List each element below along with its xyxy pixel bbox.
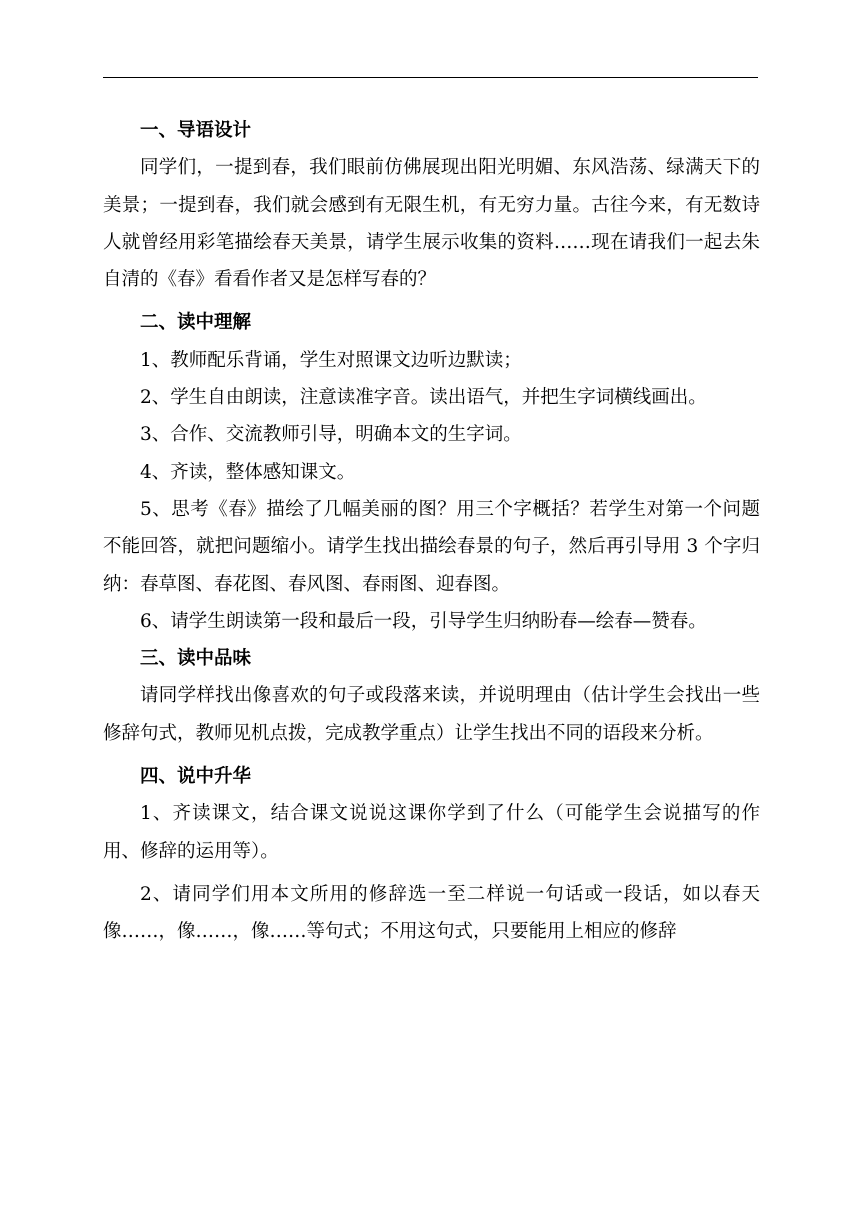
paragraph: 5、思考《春》描绘了几幅美丽的图？用三个字概括？若学生对第一个问题不能回答，就把问题缩小。请学生找出描绘春景的句子，然后再引导用 3 个字归纳：春草图、春花图、春风图、春雨图、迎春图。 — [103, 498, 760, 595]
paragraph: 请同学样找出像喜欢的句子或段落来读，并说明理由（估计学生会找出一些修辞句式，教师见机点拨，完成教学重点）让学生找出不同的语段来分析。 — [103, 685, 760, 744]
paragraph: 同学们，一提到春，我们眼前仿佛展现出阳光明媚、东风浩荡、绿满天下的美景；一提到春，我们就会感到有无限生机，有无穷力量。古往今来，有无数诗人就曾经用彩笔描绘春天美景，请学生展示收集的资料……现在请我们一起去朱自清的《春》看看作者又是怎样写春的？ — [103, 157, 760, 291]
paragraph: 1、齐读课文，结合课文说说这课你学到了什么（可能学生会说描写的作用、修辞的运用等）。 — [103, 803, 760, 862]
paragraph: 6、请学生朗读第一段和最后一段，引导学生归纳盼春—绘春—赞春。 — [140, 610, 707, 632]
section-heading: 四、说中升华 — [140, 766, 252, 788]
section-heading: 二、读中理解 — [140, 312, 252, 334]
paragraph: 2、学生自由朗读，注意读准字音。读出语气，并把生字词横线画出。 — [140, 387, 707, 409]
document-body — [103, 112, 760, 951]
paragraph: 2、请同学们用本文所用的修辞选一至二样说一句话或一段话，如以春天像……，像……，像……等句式；不用这句式，只要能用上相应的修辞 — [103, 883, 760, 943]
section-heading: 一、导语设计 — [140, 120, 252, 141]
header-rule — [103, 77, 758, 78]
paragraph: 4、齐读，整体感知课文。 — [140, 461, 356, 483]
paragraph: 1、教师配乐背诵，学生对照课文边听边默读； — [140, 349, 522, 371]
paragraph: 3、合作、交流教师引导，明确本文的生字词。 — [140, 424, 522, 446]
section-heading: 三、读中品味 — [140, 648, 252, 670]
